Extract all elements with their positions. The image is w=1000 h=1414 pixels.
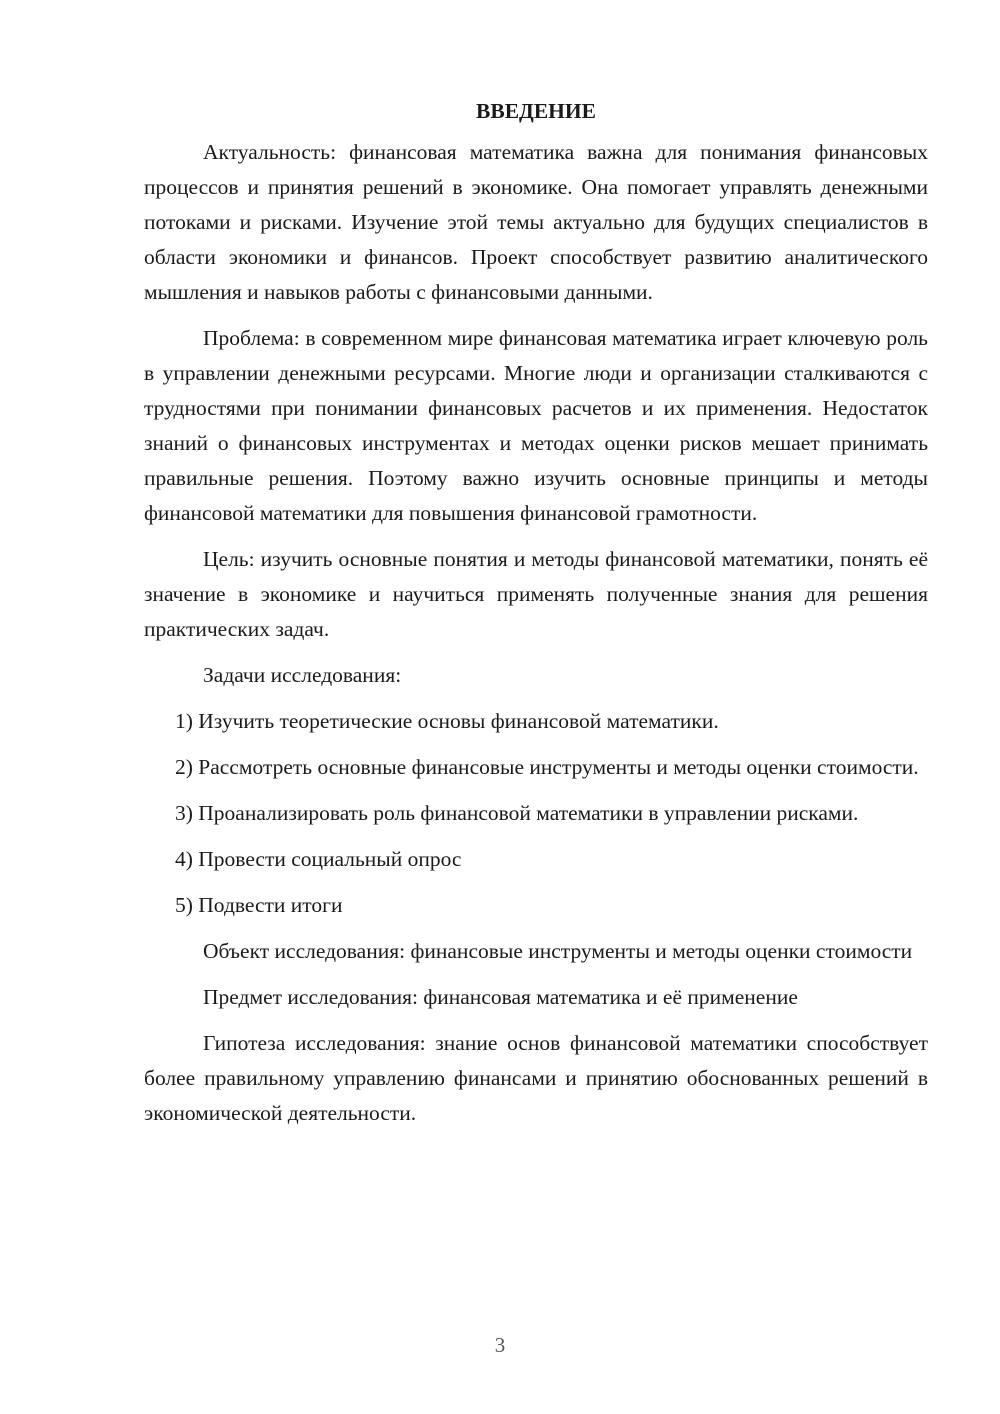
page-number: 3 (494, 1333, 506, 1357)
task-item: 3) Проанализировать роль финансовой математики в управлении рисками. (175, 801, 859, 825)
page-title: ВВЕДЕНИЕ (476, 99, 596, 123)
subject-paragraph: Предмет исследования: финансовая математика и её применение (203, 985, 798, 1009)
tasks-heading: Задачи исследования: (203, 663, 402, 687)
task-item: 5) Подвести итоги (175, 893, 343, 917)
problem-paragraph: Проблема: в современном мире финансовая математика играет ключевую роль в управлении денежными ресурсами. Многие люди и организации сталкиваются с трудностями при понимании финансовых расчетов и их применения. Недостаток знаний о финансовых инструментах и методах оценки рисков мешает принимать правильные решения. Поэтому важно изучить основные принципы и методы финансовой математики для повышения финансовой грамотности. (144, 326, 928, 525)
task-item: 1) Изучить теоретические основы финансовой математики. (175, 709, 719, 733)
document-page (144, 92, 928, 1142)
task-item: 4) Провести социальный опрос (175, 847, 462, 871)
relevance-paragraph: Актуальность: финансовая математика важна для понимания финансовых процессов и принятия решений в экономике. Она помогает управлять денежными потоками и рисками. Изучение этой темы актуально для будущих специалистов в области экономики и финансов. Проект способствует развитию аналитического мышления и навыков работы с финансовыми данными. (144, 140, 928, 304)
goal-paragraph: Цель: изучить основные понятия и методы финансовой математики, понять её значение в экономике и научиться применять полученные знания для решения практических задач. (144, 547, 928, 641)
object-paragraph: Объект исследования: финансовые инструменты и методы оценки стоимости (203, 939, 913, 963)
hypothesis-paragraph: Гипотеза исследования: знание основ финансовой математики способствует более правильному управлению финансами и принятию обоснованных решений в экономической деятельности. (144, 1031, 928, 1125)
task-item: 2) Рассмотреть основные финансовые инструменты и методы оценки стоимости. (175, 755, 919, 779)
